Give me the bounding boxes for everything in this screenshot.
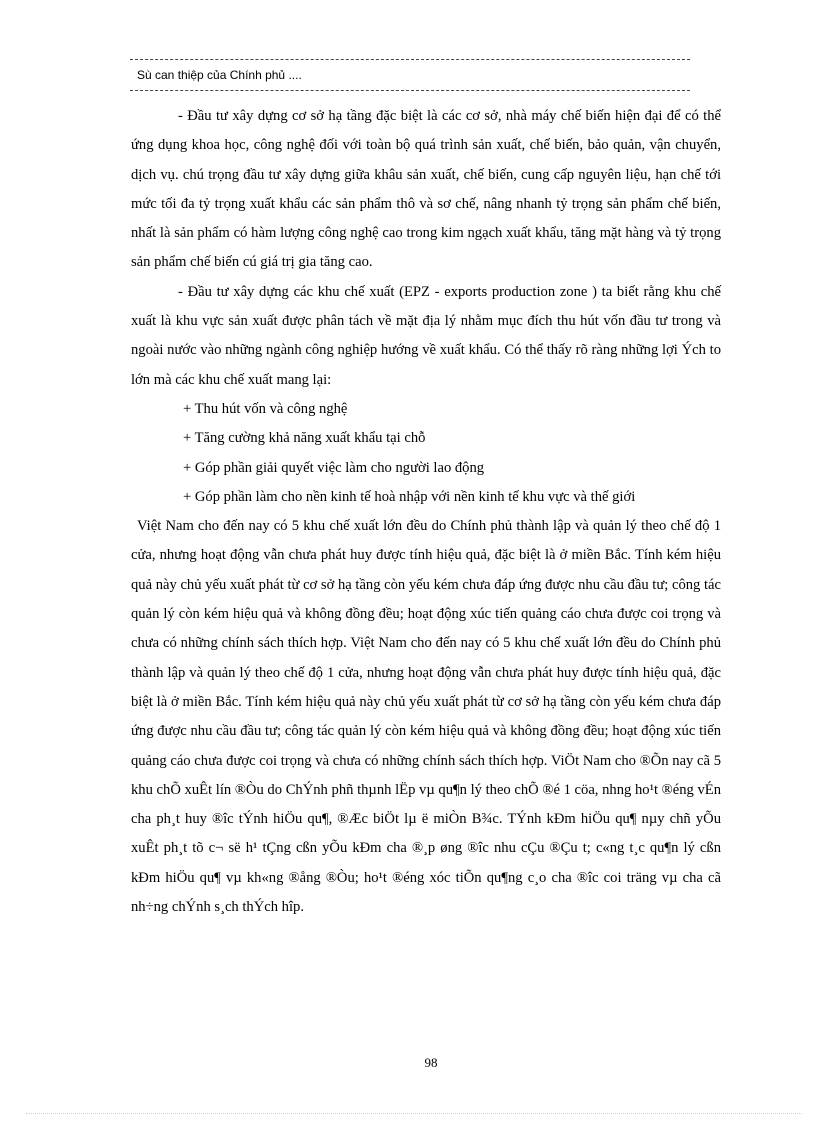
page-header (130, 59, 690, 91)
paragraph-infrastructure: - Đầu tư xây dựng cơ sở hạ tầng đặc biệt là các cơ sở, nhà máy chế biến hiện đại để có thể ứng dụng khoa học, công nghệ đối với toàn bộ quá trình sản xuất, chế biến, bảo quản, vận chuyển, dịch vụ. chú trọng đầu tư xây dựng giữa khâu sản xuất, chế biến, cung cấp nguyên liệu, hạn chế tới mức tối đa tỷ trọng xuất khẩu các sản phẩm thô và sơ chế, nâng nhanh tỷ trọng sản phẩm chế biến, nhất là sản phẩm có hàm lượng công nghệ cao trong kim ngạch xuất khẩu, tăng mặt hàng và tỷ trọng sản phẩm chế biến cú giá trị gia tăng cao. (131, 108, 721, 271)
list-item: + Góp phần làm cho nền kinh tế hoà nhập với nền kinh tế khu vực và thế giới (183, 488, 636, 505)
paragraph-vietnam-epz: Việt Nam cho đến nay có 5 khu chế xuất lớn đều do Chính phủ thành lập và quản lý theo chế độ 1 cửa, nhưng hoạt động vẫn chưa phát huy được tính hiệu quả, đặc biệt là ở miền Bắc. Tính kém hiệu quả này chủ yếu xuất phát từ cơ sở hạ tầng còn yếu kém chưa đáp ứng được nhu cầu đầu tư; công tác quản lý còn kém hiệu quả và không đồng đều; hoạt động xúc tiến quảng cáo chưa được coi trọng và chưa có những chính sách thích hợp. Việt Nam cho đến nay có 5 khu chế xuất lớn đều do Chính phủ thành lập và quản lý theo chế độ 1 cửa, nhưng hoạt động vẫn chưa phát huy được tính hiệu quả, đặc biệt là ở miền Bắc. Tính kém hiệu quả này chủ yếu xuất phát từ cơ sở hạ tầng còn yếu kém chưa đáp ứng được nhu cầu đầu tư; công tác quản lý còn kém hiệu quả và không đồng đều; hoạt động xúc tiến quảng cáo chưa được coi trọng và chưa có những chính sách thích hợp. ViÖt Nam cho ®Õn nay cã 5 khu chÕ xuÊt lín ®Òu do ChÝnh phñ thµnh lËp vµ qu¶n lý theo chÕ ®é 1 cöa, nhng ho¹t ®éng vÉn cha ph¸t huy ®îc tÝnh hiÖu qu¶, ®Æc biÖt lµ ë miÒn B¾c. TÝnh kÐm hiÖu qu¶ nµy chñ yÕu xuÊt ph¸t tõ c¬ së h¹ tÇng cßn yÕu kÐm cha ®¸p øng ®îc nhu cÇu ®Çu t; c«ng t¸c qu¶n lý cßn kÐm hiÖu qu¶ vµ kh«ng ®ång ®Òu; ho¹t ®éng xóc tiÕn qu¶ng c¸o cha ®îc coi träng vµ cha cã nh÷ng chÝnh s¸ch thÝch hîp. (131, 518, 721, 916)
document-body (131, 102, 721, 922)
paragraph-export-zones: - Đầu tư xây dựng các khu chế xuất (EPZ - exports production zone ) ta biết rằng khu chế xuất là khu vực sản xuất được phân tách về mặt địa lý nhằm mục đích thu hút vốn đầu tư trong và ngoài nước vào những ngành công nghiệp hướng về xuất khẩu. Có thể thấy rõ ràng những lợi Ých to lớn mà các khu chế xuất mang lại: (131, 283, 721, 388)
header-title: Sù can thiệp của Chính phủ .... (137, 68, 302, 82)
header-bottom-divider (130, 90, 690, 91)
list-item: + Thu hút vốn và công nghệ (183, 400, 348, 417)
page-number: 98 (424, 1055, 438, 1070)
footer-divider (26, 1113, 802, 1114)
list-item: + Tăng cường khả năng xuất khẩu tại chỗ (183, 430, 426, 447)
header-top-divider (130, 59, 690, 60)
list-item: + Góp phần giải quyết việc làm cho người lao động (183, 459, 485, 476)
